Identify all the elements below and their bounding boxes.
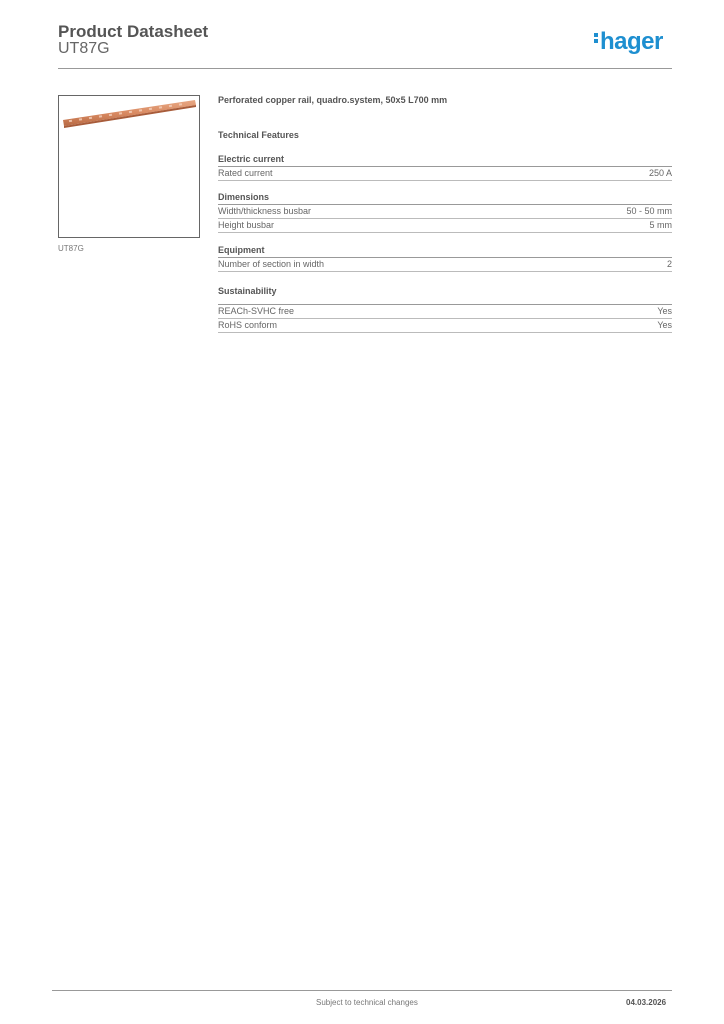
page-title: Product Datasheet [58,22,209,41]
row-value: 50 - 50 mm [626,206,672,216]
row-label: Number of section in width [218,259,325,269]
row-label: Height busbar [218,220,275,230]
row-value: 2 [666,259,672,269]
footer-note: Subject to technical changes [316,998,418,1007]
row-label: RoHS conform [218,320,278,330]
table-row [218,205,672,219]
table-row [218,319,672,333]
row-label: Rated current [218,168,273,178]
row-label: REACh-SVHC free [218,306,295,316]
footer-divider [52,990,672,991]
logo-text: hager [600,28,663,55]
technical-content [218,95,672,333]
table-row [218,304,672,319]
section-title: Dimensions [218,192,672,205]
header-divider [58,68,672,69]
section-title: Equipment [218,245,672,258]
row-label: Width/thickness busbar [218,206,312,216]
product-code: UT87G [58,40,110,57]
row-value: Yes [657,320,672,330]
section-dimensions [218,192,672,233]
hager-logo [594,28,663,56]
section-sustainability [218,286,672,333]
section-title: Electric current [218,154,672,167]
product-image [58,95,200,238]
section-title: Sustainability [218,286,277,296]
footer-date: 04.03.2026 [626,998,667,1007]
image-caption: UT87G [58,244,84,253]
section-equipment [218,245,672,272]
row-value: 5 mm [649,220,672,230]
row-value: 250 A [648,168,672,178]
table-row [218,258,672,272]
table-row [218,219,672,233]
technical-features-heading: Technical Features [218,130,299,140]
logo-dots-icon [594,31,598,45]
product-description: Perforated copper rail, quadro.system, 50x5 L700 mm [218,95,448,105]
copper-rail-icon [59,96,199,237]
table-row [218,167,672,181]
section-electric-current [218,154,672,181]
row-value: Yes [657,306,672,316]
